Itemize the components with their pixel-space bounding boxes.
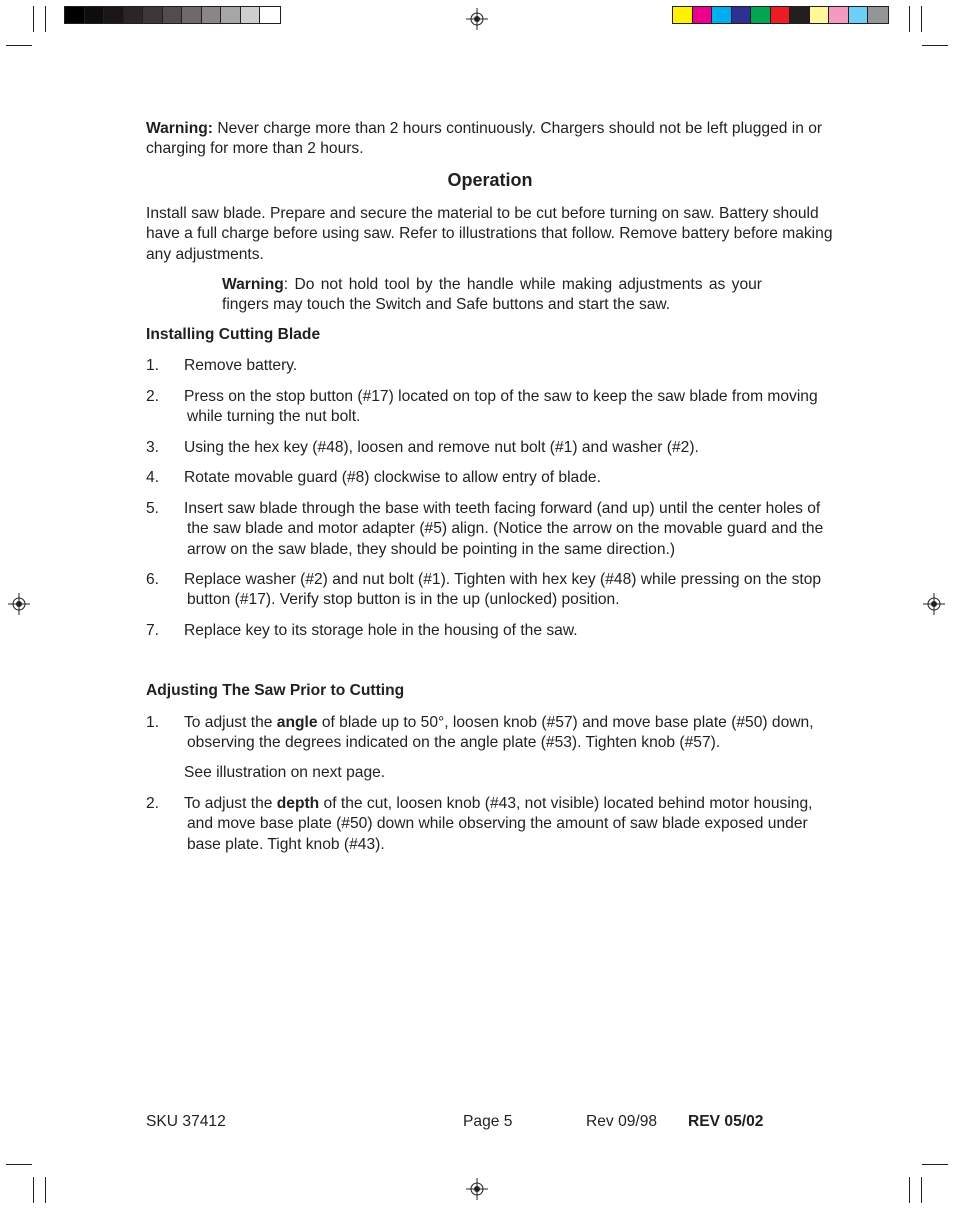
registration-mark-icon [923,593,945,615]
section-title-operation: Operation [447,170,533,190]
color-swatch [163,7,183,23]
step-text: Press on the stop button (#17) located on top of the saw to keep the saw blade from moving while turning the nut bolt. [184,388,818,426]
step-text: Remove battery. [184,357,298,374]
step-number: 2. [146,795,160,812]
crop-mark [922,1164,948,1165]
color-swatch [85,7,105,23]
step-text-pre: To adjust the [184,795,277,812]
warning-label: Warning [222,276,284,293]
list-item [146,356,836,376]
crop-mark [921,6,922,32]
color-swatch [124,7,144,23]
step-number: 7. [146,622,160,639]
see-illustration-note: See illustration on next page. [184,764,386,781]
crop-mark [45,1177,46,1203]
crop-mark [909,6,910,32]
footer-revision: Rev 09/98 [586,1113,658,1130]
step-number: 6. [146,571,160,588]
step-text-pre: To adjust the [184,714,277,731]
list-item [146,570,836,611]
step-number: 5. [146,500,160,517]
handle-warning [222,275,762,316]
registration-mark-icon [8,593,30,615]
step-text [146,713,836,754]
step-text: Replace key to its storage hole in the housing of the saw. [184,622,578,639]
step-number: 3. [146,439,160,456]
crop-mark [909,1177,910,1203]
footer-sku: SKU 37412 [146,1113,226,1130]
color-swatch [771,7,791,23]
color-swatch [182,7,202,23]
color-swatch [221,7,241,23]
crop-mark [33,1177,34,1203]
crop-mark [922,45,948,46]
color-swatch [868,7,888,23]
subsection-title-adjusting: Adjusting The Saw Prior to Cutting [146,682,405,699]
list-item [146,794,836,855]
grayscale-calibration-bar [64,6,281,24]
subsection-title-installing: Installing Cutting Blade [146,326,321,343]
registration-mark-icon [466,8,488,30]
step-text: Replace washer (#2) and nut bolt (#1). Tighten with hex key (#48) while pressing on the stop button (#17). Verify stop button is in the up (unlocked) position. [184,571,822,609]
color-calibration-bar [672,6,889,24]
color-swatch [732,7,752,23]
step-keyword: depth [276,795,320,812]
list-item [146,713,836,754]
footer-page-number: Page 5 [463,1113,513,1130]
step-text-post: of blade up to 50°, loosen knob (#57) and move base plate (#50) down, observing the degrees indicated on the angle plate (#53). Tighten knob (#57). [187,714,814,752]
crop-mark [921,1177,922,1203]
step-number: 4. [146,469,160,486]
step-text: Using the hex key (#48), loosen and remove nut bolt (#1) and washer (#2). [184,439,699,456]
color-swatch [712,7,732,23]
crop-mark [45,6,46,32]
list-item [146,621,836,641]
warning-text: Never charge more than 2 hours continuously. Chargers should not be left plugged in or charging for more than 2 hours. [146,120,823,158]
color-swatch [202,7,222,23]
color-swatch [65,7,85,23]
step-text [146,794,836,855]
color-swatch [693,7,713,23]
step-text-post: of the cut, loosen knob (#43, not visible) located behind motor housing, and move base plate (#50) down while observing the amount of saw blade exposed under base plate. Tight knob (#43). [187,795,813,853]
crop-mark [6,45,32,46]
step-text: Rotate movable guard (#8) clockwise to allow entry of blade. [184,469,601,486]
charging-warning [146,119,836,160]
warning-label: Warning: [146,120,213,137]
footer-revision-new: REV 05/02 [688,1113,764,1130]
color-swatch [260,7,280,23]
step-text: Insert saw blade through the base with teeth facing forward (and up) until the center holes of the saw blade and motor adapter (#5) align. (Notice the arrow on the movable guard and the arrow on the saw blade, they should be pointing in the same direction.) [184,500,824,558]
color-swatch [104,7,124,23]
list-item [146,468,836,488]
color-swatch [143,7,163,23]
step-number: 1. [146,714,160,731]
step-number: 1. [146,357,160,374]
color-swatch [790,7,810,23]
list-item [146,387,836,428]
color-swatch [751,7,771,23]
crop-mark [33,6,34,32]
color-swatch [673,7,693,23]
crop-mark [6,1164,32,1165]
step-keyword: angle [276,714,318,731]
operation-intro: Install saw blade. Prepare and secure the material to be cut before turning on saw. Battery should have a full charge before using saw. Refer to illustrations that follow. Remove battery before making any adjustments. [146,205,833,263]
color-swatch [241,7,261,23]
list-item [146,499,836,560]
list-item [146,438,836,458]
warning-text: : Do not hold tool by the handle while making adjustments as your fingers may touch the Switch and Safe buttons and start the saw. [222,276,762,314]
color-swatch [810,7,830,23]
color-swatch [829,7,849,23]
color-swatch [849,7,869,23]
step-number: 2. [146,388,160,405]
registration-mark-icon [466,1178,488,1200]
